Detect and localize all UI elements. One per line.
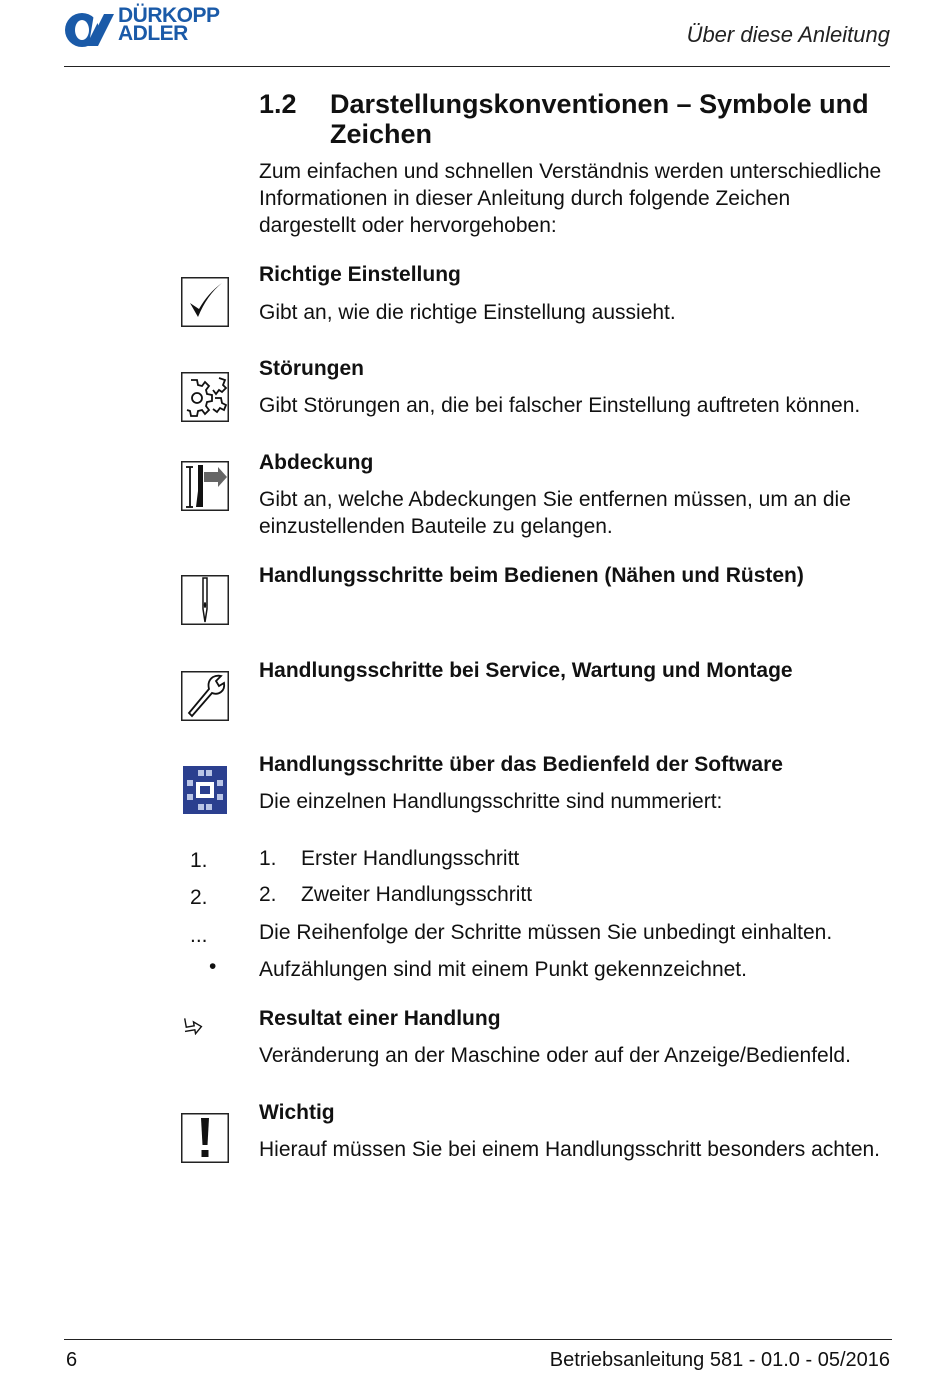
margin-ellipsis: ... [190, 924, 208, 947]
important-heading: Wichtig [259, 1101, 335, 1124]
step-number-1: 1. [259, 847, 277, 870]
item-heading-cover: Abdeckung [259, 451, 374, 474]
result-heading: Resultat einer Handlung [259, 1007, 501, 1030]
result-text: Veränderung an der Maschine oder auf der Anzeige/Bedienfeld. [259, 1044, 851, 1067]
intro-paragraph: Zum einfachen und schnellen Verständnis werden unterschiedliche Informationen in dieser Anleitung durch folgende Zeichen dargestellt oder hervorgehoben: [259, 160, 882, 237]
document-reference: Betriebsanleitung 581 - 01.0 - 05/2016 [549, 1349, 890, 1371]
item-heading-faults: Störungen [259, 357, 364, 380]
brand-wordmark [118, 4, 220, 45]
item-text-faults: Gibt Störungen an, die bei falscher Einstellung auftreten können. [259, 394, 861, 417]
exclamation-icon [181, 1113, 229, 1163]
step-number-2: 2. [259, 883, 277, 906]
step-text-2: Zweiter Handlungsschritt [301, 883, 533, 906]
item-text-cover: Gibt an, welche Abdeckungen Sie entfernen müssen, um an die einzustellenden Bauteile zu gelangen. [259, 488, 851, 538]
section-title: Darstellungskonventionen – Symbole und Zeichen [330, 89, 869, 149]
step-text-1: Erster Handlungsschritt [301, 847, 520, 870]
item-heading-service-steps: Handlungsschritte bei Service, Wartung und Montage [259, 659, 793, 682]
brand-line-1: DÜRKOPP [118, 4, 220, 27]
bullet-note: Aufzählungen sind mit einem Punkt gekennzeichnet. [259, 958, 747, 981]
running-header-title: Über diese Anleitung [686, 22, 890, 47]
header-rule [64, 66, 890, 67]
important-text: Hierauf müssen Sie bei einem Handlungsschritt besonders achten. [259, 1138, 881, 1161]
cover-icon [181, 461, 229, 511]
gear-fault-icon [181, 372, 229, 422]
needle-icon [181, 575, 229, 625]
item-heading-operating-steps: Handlungsschritte beim Bedienen (Nähen und Rüsten) [259, 564, 804, 587]
page-number: 6 [66, 1349, 78, 1371]
brand-logo-icon [64, 12, 114, 48]
control-panel-icon [183, 766, 227, 814]
item-text-correct-setting: Gibt an, wie die richtige Einstellung aussieht. [259, 301, 676, 324]
checkmark-icon [181, 277, 229, 327]
footer-rule [64, 1339, 892, 1340]
item-text-panel-steps: Die einzelnen Handlungsschritte sind nummeriert: [259, 790, 723, 813]
margin-step-2: 2. [190, 886, 208, 909]
result-arrow-icon [183, 1015, 203, 1035]
section-number: 1.2 [259, 89, 297, 119]
brand-line-2: ADLER [118, 22, 188, 45]
margin-step-1: 1. [190, 849, 208, 872]
order-note: Die Reihenfolge der Schritte müssen Sie unbedingt einhalten. [259, 921, 833, 944]
margin-bullet: • [209, 955, 217, 978]
item-heading-correct-setting: Richtige Einstellung [259, 263, 461, 286]
item-heading-panel-steps: Handlungsschritte über das Bedienfeld der Software [259, 753, 783, 776]
wrench-icon [181, 671, 229, 721]
